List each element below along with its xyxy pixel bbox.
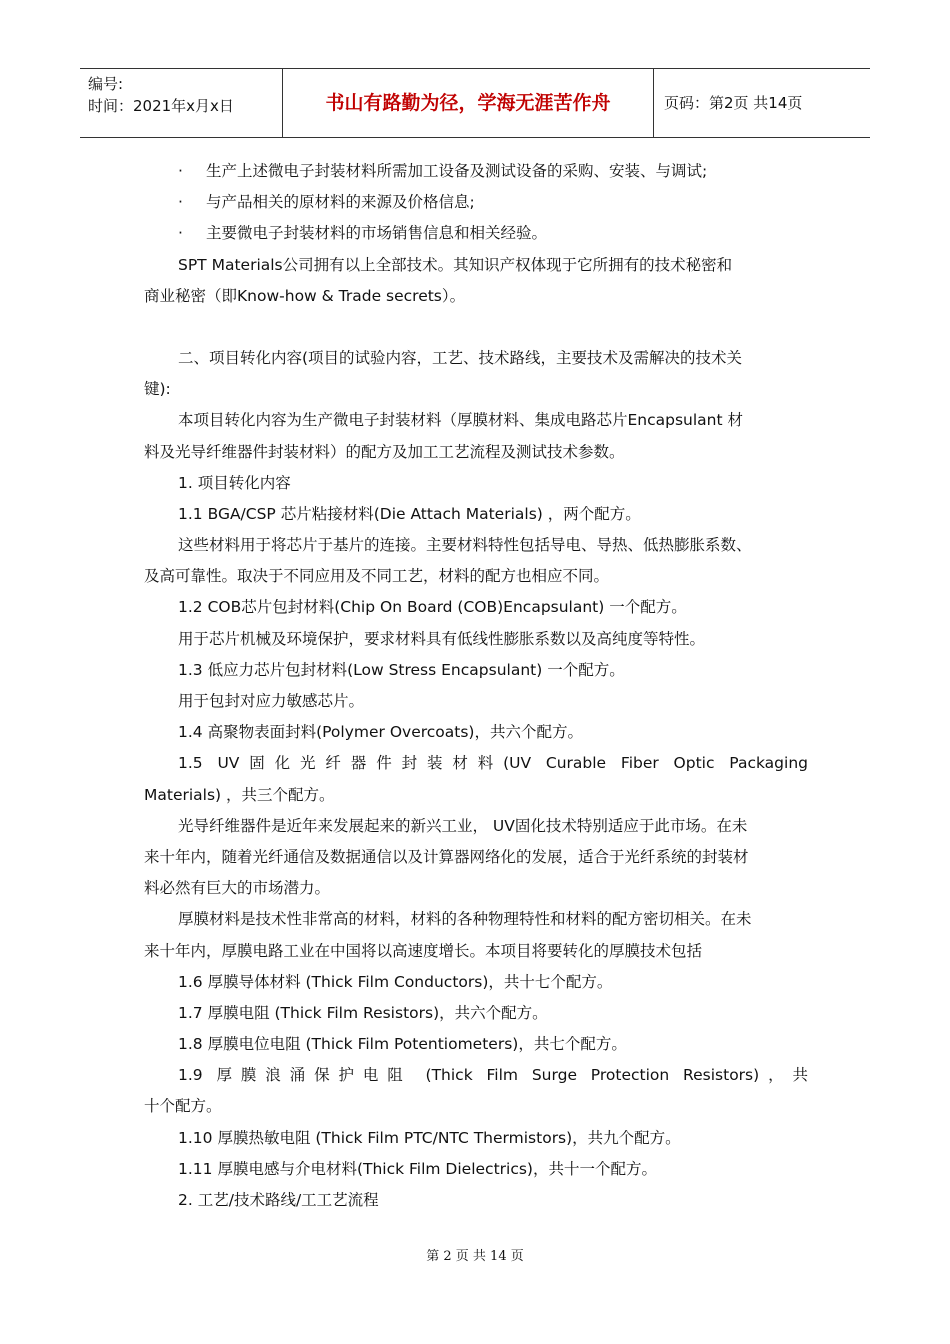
paragraph-line: 及高可靠性。取决于不同应用及不同工艺，材料的配方也相应不同。 bbox=[144, 567, 610, 586]
section-heading-cont: 键): bbox=[144, 380, 171, 399]
paragraph-line: 料必然有巨大的市场潜力。 bbox=[144, 879, 331, 898]
page-header bbox=[80, 68, 870, 138]
list-item-cont: Materials) ，共三个配方。 bbox=[144, 785, 335, 804]
bullet-text: 主要微电子封装材料的市场销售信息和相关经验。 bbox=[206, 224, 548, 243]
bullet-symbol: · bbox=[178, 224, 183, 243]
paragraph-line: 来十年内，随着光纤通信及数据通信以及计算器网络化的发展，适合于光纤系统的封装材 bbox=[144, 847, 749, 866]
page-footer: 第 2 页 共 14 页 bbox=[426, 1249, 524, 1264]
paragraph-line: 这些材料用于将芯片于基片的连接。主要材料特性包括导电、导热、低热膨胀系数、 bbox=[178, 536, 752, 555]
subsection-heading: 1. 项目转化内容 bbox=[178, 473, 291, 492]
list-item: 1.10 厚膜热敏电阻 (Thick Film PTC/NTC Thermistors)，共九个配方。 bbox=[178, 1128, 681, 1147]
list-item: 1.11 厚膜电感与介电材料(Thick Film Dielectrics)，共十一个配方。 bbox=[178, 1159, 657, 1178]
list-item-cont: 十个配方。 bbox=[144, 1097, 222, 1116]
list-item: 1.6 厚膜导体材料 (Thick Film Conductors)，共十七个配方。 bbox=[178, 972, 613, 991]
paragraph-line: 用于包封对应力敏感芯片。 bbox=[178, 692, 365, 710]
paragraph-line: 厚膜材料是技术性非常高的材料，材料的各种物理特性和材料的配方密切相关。在未 bbox=[178, 910, 752, 929]
paragraph-line: 料及光导纤维器件封装材料）的配方及加工工艺流程及测试技术参数。 bbox=[144, 442, 625, 461]
list-item: 1.5 UV固化光纤器件封装材料(UV Curable Fiber Optic Packaging bbox=[178, 754, 808, 773]
header-motto: 书山有路勤为径，学海无涯苦作舟 bbox=[282, 69, 654, 137]
bullet-item bbox=[144, 156, 808, 187]
section-heading: 二、项目转化内容(项目的试验内容，工艺、技术路线，主要技术及需解决的技术关 bbox=[178, 348, 743, 367]
bullet-item bbox=[144, 187, 808, 218]
list-item: 1.8 厚膜电位电阻 (Thick Film Potentiometers)，共七个配方。 bbox=[178, 1035, 627, 1054]
list-item: 1.9 厚膜浪涌保护电阻 (Thick Film Surge Protection Resistors)，共 bbox=[178, 1066, 808, 1085]
paragraph-line: 用于芯片机械及环境保护，要求材料具有低线性膨胀系数以及高纯度等特性。 bbox=[178, 629, 706, 648]
paragraph-line: 来十年内，厚膜电路工业在中国将以高速度增长。本项目将要转化的厚膜技术包括 bbox=[144, 941, 703, 960]
list-item: 1.4 高聚物表面封料(Polymer Overcoats)，共六个配方。 bbox=[178, 723, 583, 742]
list-item: 1.2 COB芯片包封材料(Chip On Board (COB)Encapsulant) 一个配方。 bbox=[178, 598, 687, 617]
paragraph-line: 本项目转化内容为生产微电子封装材料（厚膜材料、集成电路芯片Encapsulant 材 bbox=[178, 411, 744, 430]
paragraph-line: 光导纤维器件是近年来发展起来的新兴工业， UV固化技术特别适应于此市场。在未 bbox=[178, 816, 748, 835]
document-body bbox=[144, 156, 808, 1216]
paragraph-line: SPT Materials公司拥有以上全部技术。其知识产权体现于它所拥有的技术秘密和 bbox=[178, 255, 733, 274]
bullet-text: 生产上述微电子封装材料所需加工设备及测试设备的采购、安装、与调试; bbox=[206, 162, 708, 180]
header-page-info: 页码：第2页 共14页 bbox=[664, 94, 803, 112]
bullet-symbol: · bbox=[178, 193, 183, 212]
subsection-heading: 2. 工艺/技术路线/工工艺流程 bbox=[178, 1191, 379, 1209]
list-item: 1.1 BGA/CSP 芯片粘接材料(Die Attach Materials) ，两个配方。 bbox=[178, 504, 641, 523]
list-item: 1.3 低应力芯片包封材料(Low Stress Encapsulant) 一个配方。 bbox=[178, 660, 625, 679]
number-label: 编号: bbox=[88, 75, 124, 93]
bullet-symbol: · bbox=[178, 162, 183, 180]
header-meta bbox=[80, 69, 282, 137]
paragraph-line: 商业秘密（即Know-how & Trade secrets）。 bbox=[144, 286, 466, 305]
blank-line bbox=[144, 312, 808, 343]
bullet-item bbox=[144, 218, 808, 249]
bullet-text: 与产品相关的原材料的来源及价格信息; bbox=[206, 193, 475, 212]
list-item: 1.7 厚膜电阻 (Thick Film Resistors)，共六个配方。 bbox=[178, 1003, 548, 1022]
date-label: 时间：2021年x月x日 bbox=[88, 97, 234, 115]
